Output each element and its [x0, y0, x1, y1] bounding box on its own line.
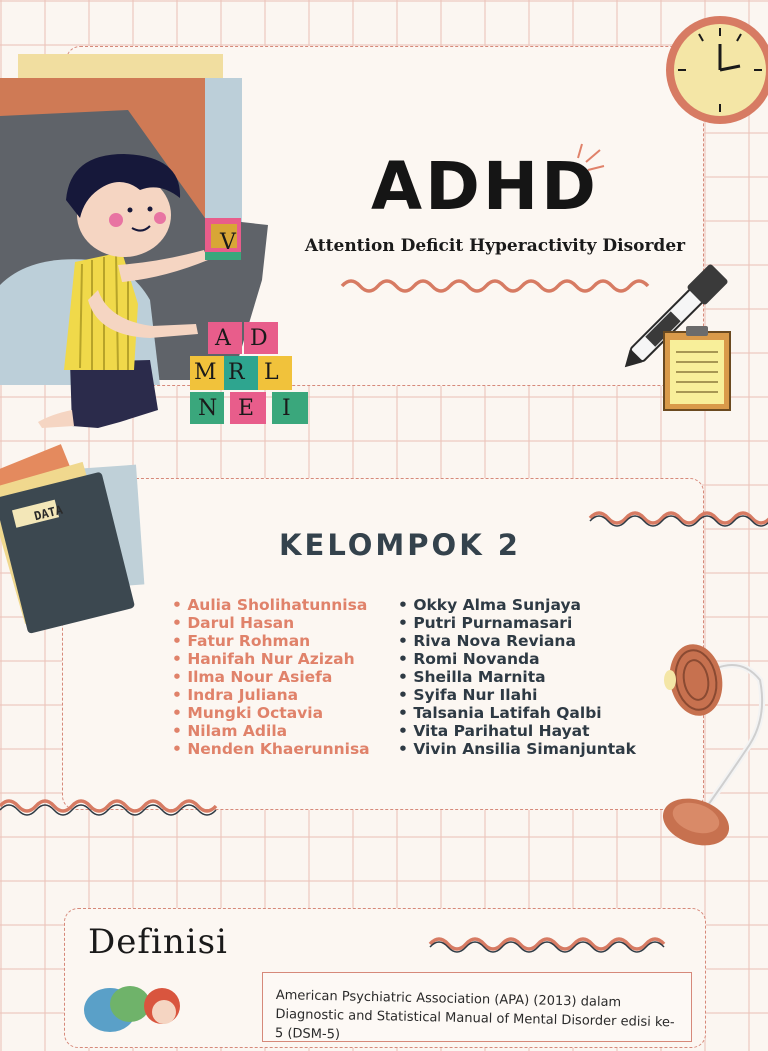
block-letter: E: [238, 396, 255, 421]
member-name: • Okky Alma Sunjaya: [398, 596, 636, 614]
member-name: • Riva Nova Reviana: [398, 632, 636, 650]
member-name: • Hanifah Nur Azizah: [172, 650, 370, 668]
member-name: • Syifa Nur Ilahi: [398, 686, 636, 704]
member-name: • Romi Novanda: [398, 650, 636, 668]
wave-divider: [590, 506, 768, 530]
block-letter: M: [194, 360, 217, 385]
block-letter: R: [228, 360, 245, 385]
block-letters: [0, 0, 330, 430]
block-letter: N: [198, 396, 218, 421]
member-name: • Vivin Ansilia Simanjuntak: [398, 740, 636, 758]
folder-stack-icon: [0, 444, 150, 634]
definition-text: American Psychiatric Association (APA) (2013) dalam Diagnostic and Statistical Manual of Mental Disorder edisi ke-5 (DSM-5): [274, 987, 675, 1043]
block-letter: L: [264, 360, 279, 385]
group-title: KELOMPOK 2: [279, 528, 521, 562]
member-name: • Aulia Sholihatunnisa: [172, 596, 370, 614]
member-list-left: [172, 596, 370, 758]
definition-title: Definisi: [88, 922, 228, 962]
member-name: • Putri Purnamasari: [398, 614, 636, 632]
wave-divider: [0, 794, 218, 820]
member-name: • Ilma Nour Asiefa: [172, 668, 370, 686]
page-title: ADHD: [371, 148, 599, 225]
member-list-right: [398, 596, 636, 758]
block-letter: A: [215, 326, 231, 351]
block-letter: I: [282, 396, 291, 421]
member-name: • Fatur Rohman: [172, 632, 370, 650]
member-name: • Nilam Adila: [172, 722, 370, 740]
member-name: • Talsania Latifah Qalbi: [398, 704, 636, 722]
page-subtitle: Attention Deficit Hyperactivity Disorder: [304, 236, 686, 256]
clock-icon: [660, 6, 768, 136]
member-name: • Indra Juliana: [172, 686, 370, 704]
member-name: • Sheilla Marnita: [398, 668, 636, 686]
kids-illustration: [80, 982, 190, 1024]
lamp-icon: [656, 640, 768, 860]
clipboard-icon: [662, 326, 734, 412]
wave-divider: [430, 932, 656, 956]
member-name: • Mungki Octavia: [172, 704, 370, 722]
member-name: • Vita Parihatul Hayat: [398, 722, 636, 740]
block-letter: D: [250, 326, 268, 351]
folder-label: DATA: [32, 502, 65, 524]
block-letter: V: [220, 230, 236, 255]
member-name: • Nenden Khaerunnisa: [172, 740, 370, 758]
member-name: • Darul Hasan: [172, 614, 370, 632]
